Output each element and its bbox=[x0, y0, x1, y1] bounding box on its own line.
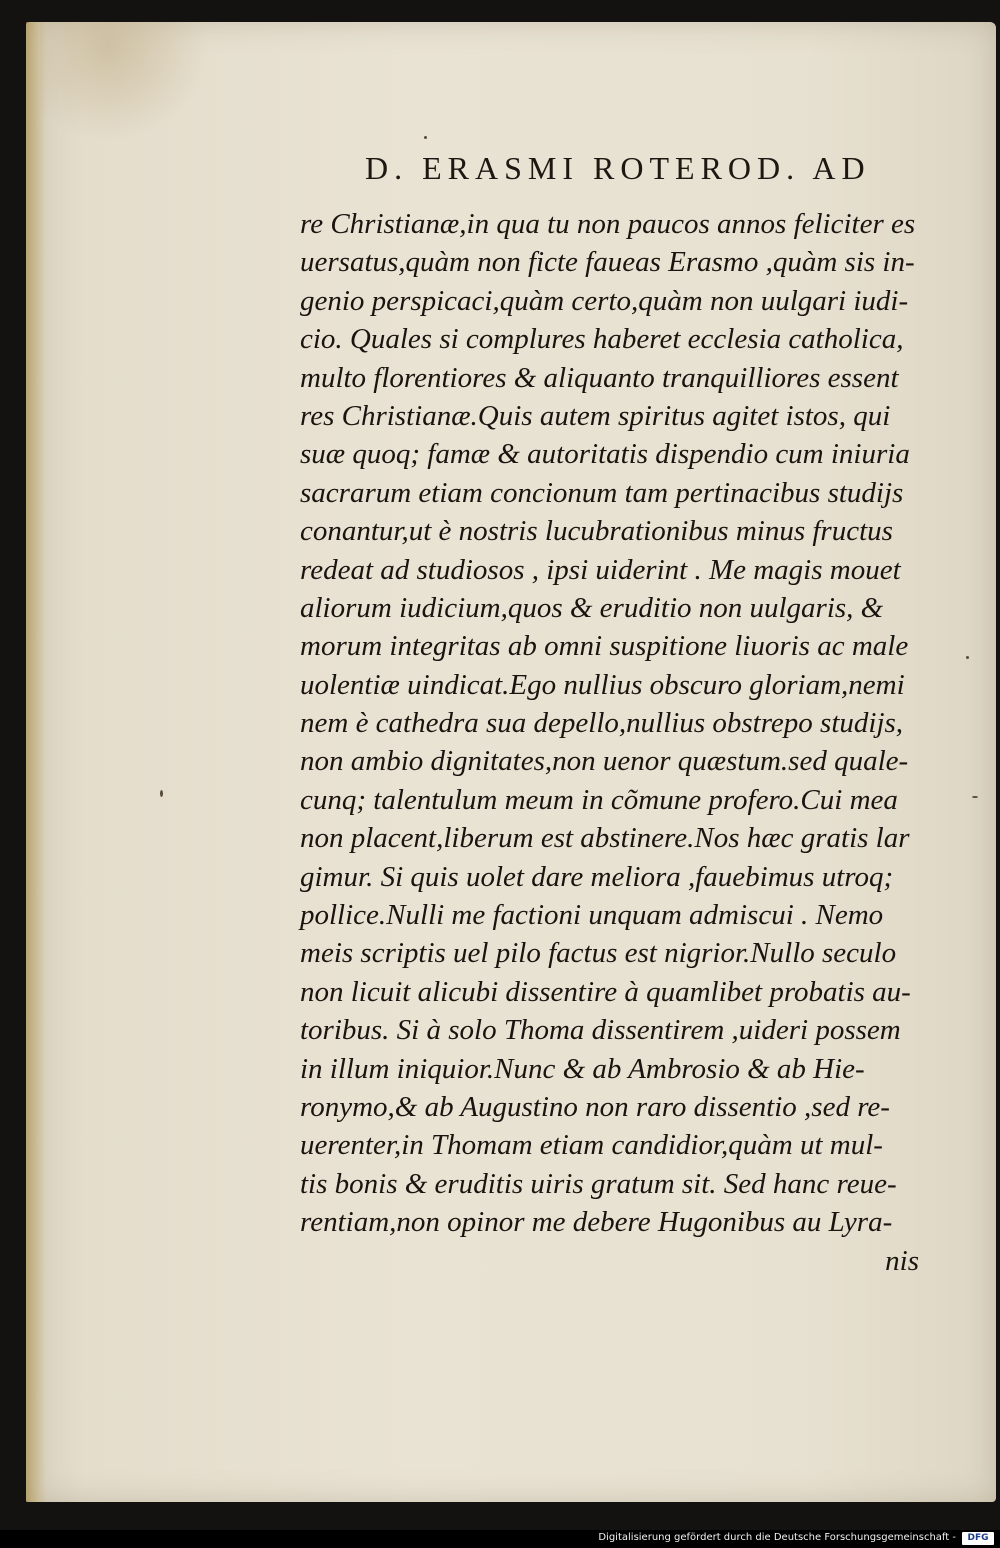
text-line: tis bonis & eruditis uiris gratum sit. Sed hanc reue- bbox=[300, 1167, 897, 1200]
body-text bbox=[300, 205, 925, 1280]
ink-speck bbox=[972, 796, 978, 798]
text-line: aliorum iudicium,quos & eruditio non uulgaris, & bbox=[300, 591, 884, 624]
dfg-logo-icon: DFG bbox=[962, 1532, 994, 1545]
ink-speck bbox=[424, 136, 427, 139]
text-line: meis scriptis uel pilo factus est nigrior.Nullo seculo bbox=[300, 937, 897, 970]
ink-speck bbox=[160, 790, 163, 797]
text-line: rentiam,non opinor me debere Hugonibus au Lyra- bbox=[300, 1206, 893, 1239]
text-line: cunq; talentulum meum in cõmune profero.Cui mea bbox=[300, 783, 898, 816]
text-line: re Christianæ,in qua tu non paucos annos feliciter es bbox=[300, 208, 916, 240]
footer-credit: Digitalisierung gefördert durch die Deutsche Forschungsgemeinschaft - bbox=[598, 1532, 956, 1543]
page-stain bbox=[40, 22, 210, 142]
text-line: pollice.Nulli me factioni unquam admiscui . Nemo bbox=[300, 899, 884, 932]
text-line: morum integritas ab omni suspitione liuoris ac male bbox=[300, 630, 909, 663]
text-line: uerenter,in Thomam etiam candidior,quàm ut mul- bbox=[300, 1129, 883, 1162]
text-line: toribus. Si à solo Thoma dissentirem ,uideri possem bbox=[300, 1014, 901, 1047]
text-line: sacrarum etiam concionum tam pertinacibus studijs bbox=[300, 476, 904, 509]
text-line: in illum iniquior.Nunc & ab Ambrosio & ab Hie- bbox=[300, 1052, 865, 1085]
page-gutter-stain bbox=[26, 22, 46, 1502]
text-line: ronymo,& ab Augustino non raro dissentio ,sed re- bbox=[300, 1090, 890, 1123]
text-line: multo florentiores & aliquanto tranquilliores essent bbox=[300, 361, 899, 394]
text-line: uersatus,quàm non ficte faueas Erasmo ,quàm sis in- bbox=[300, 246, 915, 279]
text-line: non placent,liberum est abstinere.Nos hæc gratis lar bbox=[300, 822, 910, 855]
running-head: D. ERASMI ROTEROD. AD bbox=[365, 150, 871, 186]
text-line: nem è cathedra sua depello,nullius obstrepo studijs, bbox=[300, 707, 904, 740]
text-line: non licuit alicubi dissentire à quamlibet probatis au- bbox=[300, 975, 911, 1008]
text-line: res Christianæ.Quis autem spiritus agitet istos, qui bbox=[300, 399, 891, 432]
text-line: redeat ad studiosos , ipsi uiderint . Me magis mouet bbox=[300, 553, 901, 586]
text-line: gimur. Si quis uolet dare meliora ,fauebimus utroq; bbox=[300, 860, 894, 893]
catchword: nis bbox=[885, 1244, 919, 1277]
text-line: genio perspicaci,quàm certo,quàm non uulgari iudi- bbox=[300, 284, 909, 317]
text-line: conantur,ut è nostris lucubrationibus minus fructus bbox=[300, 515, 893, 548]
text-line: cio. Quales si complures haberet ecclesia catholica, bbox=[300, 323, 904, 356]
text-line: non ambio dignitates,non uenor quæstum.sed quale- bbox=[300, 745, 909, 778]
text-line: suæ quoq; famæ & autoritatis dispendio cum iniuria bbox=[300, 438, 910, 471]
ink-speck bbox=[966, 656, 969, 659]
text-line: uolentiæ uindicat.Ego nullius obscuro gloriam,nemi bbox=[300, 668, 905, 701]
